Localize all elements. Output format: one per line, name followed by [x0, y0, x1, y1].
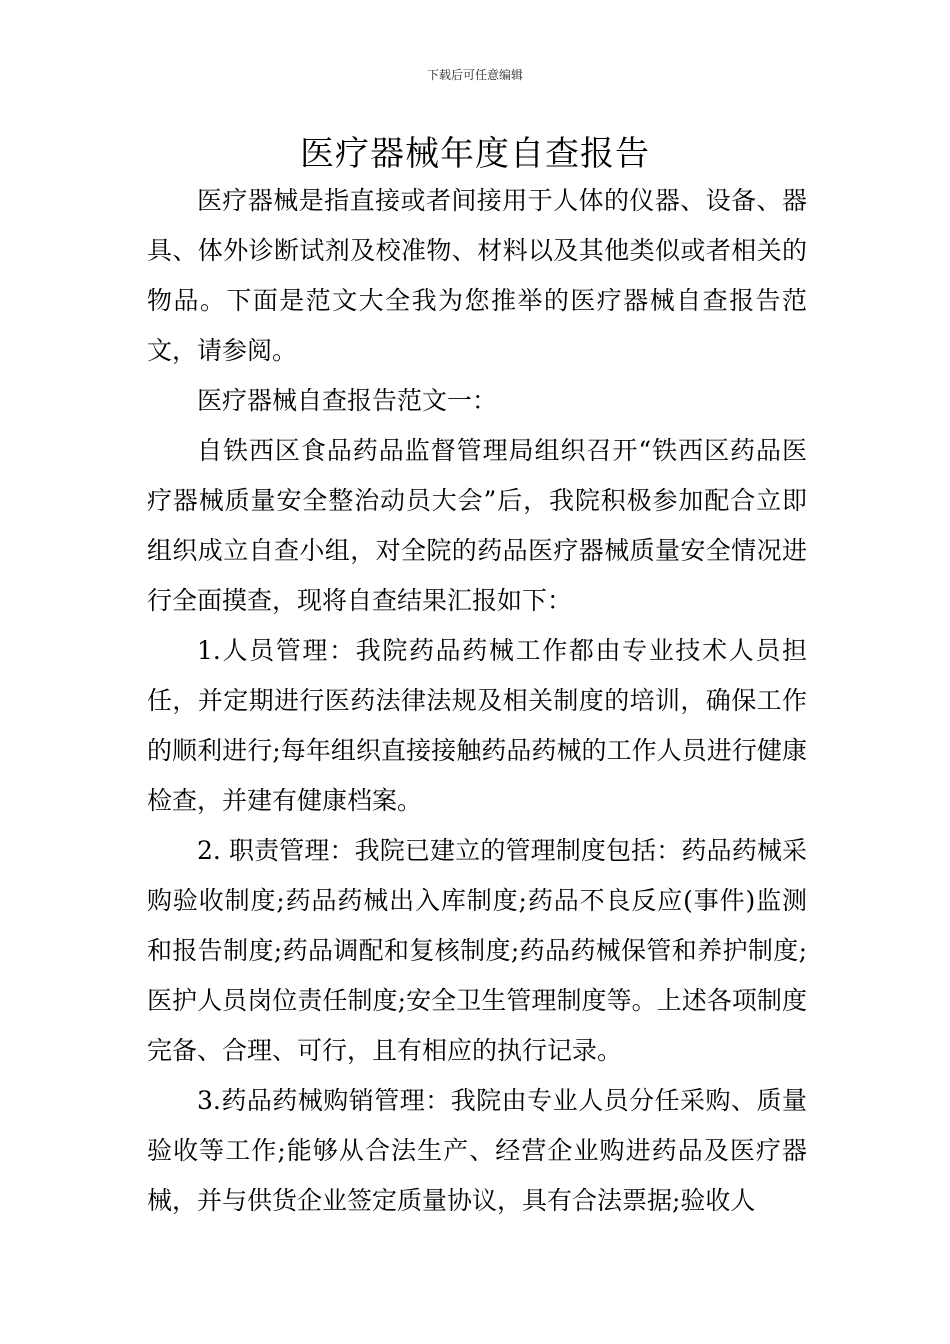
- paragraph-intro: 医疗器械是指直接或者间接用于人体的仪器、设备、器具、体外诊断试剂及校准物、材料以及其他类似或者相关的物品。下面是范文大全我为您推举的医疗器械自查报告范文，请参阅。: [147, 186, 807, 365]
- paragraph-duties: 2. 职责管理：我院已建立的管理制度包括：药品药械采购验收制度;药品药械出入库制度;药品不良反应(事件)监测和报告制度;药品调配和复核制度;药品药械保管和养护制度;医护人员岗位责任制度;安全卫生管理制度等。上述各项制度完备、合理、可行，且有相应的执行记录。: [147, 836, 807, 1065]
- paragraph-background: 自铁西区食品药品监督管理局组织召开“铁西区药品医疗器械质量安全整治动员大会”后，我院积极参加配合立即组织成立自查小组，对全院的药品医疗器械质量安全情况进行全面摸查，现将自查结果汇报如下：: [147, 436, 807, 615]
- document-body: [147, 176, 807, 1226]
- paragraph-sample-heading: 医疗器械自查报告范文一：: [197, 386, 498, 415]
- paragraph-procurement: 3.药品药械购销管理：我院由专业人员分任采购、质量验收等工作;能够从合法生产、经营企业购进药品及医疗器械，并与供货企业签定质量协议，具有合法票据;验收人: [147, 1086, 807, 1215]
- header-note: 下载后可任意编辑: [426, 68, 523, 82]
- document-title: 医疗器械年度自查报告: [300, 134, 650, 174]
- paragraph-personnel: 1.人员管理：我院药品药械工作都由专业技术人员担任，并定期进行医药法律法规及相关制度的培训，确保工作的顺利进行;每年组织直接接触药品药械的工作人员进行健康检查，并建有健康档案。: [147, 636, 807, 815]
